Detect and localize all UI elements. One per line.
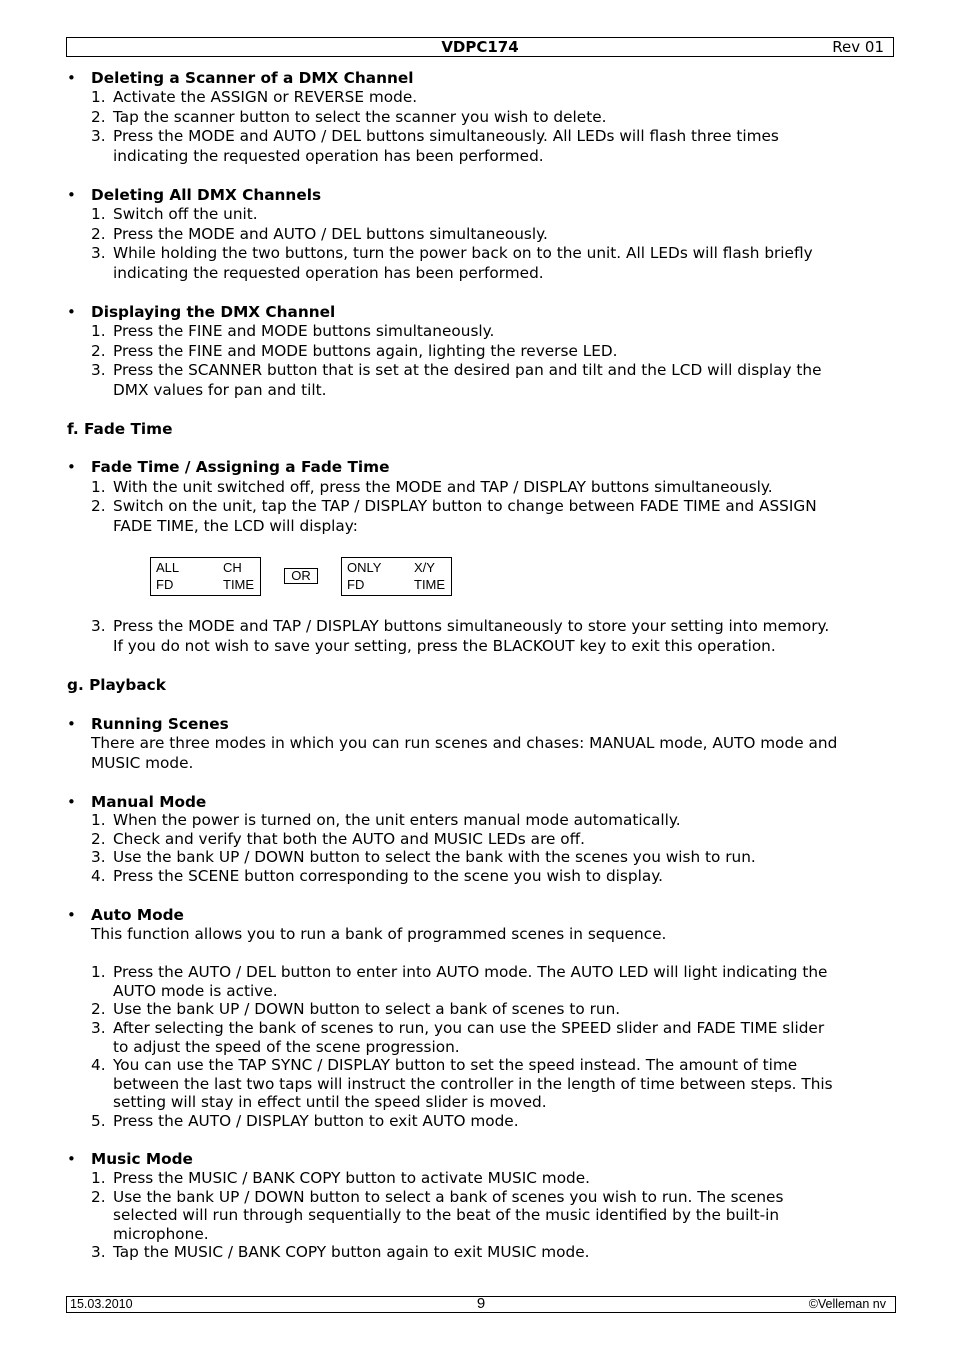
step-text: Use the bank UP / DOWN button to select a bank of scenes you wish to run. The scenes xyxy=(113,1188,784,1206)
paragraph-text: There are three modes in which you can run scenes and chases: MANUAL mode, AUTO mode and xyxy=(91,734,838,752)
step-number: 2. xyxy=(91,497,106,515)
heading-music-mode: Music Mode xyxy=(91,1150,193,1168)
step-number: 2. xyxy=(91,1000,106,1018)
bullet-icon: • xyxy=(67,906,76,924)
step-text: Press the MUSIC / BANK COPY button to activate MUSIC mode. xyxy=(113,1169,591,1187)
lcd-text: FD xyxy=(156,577,174,592)
step-text: Press the FINE and MODE buttons simultaneously. xyxy=(113,322,495,340)
step-number: 3. xyxy=(91,1019,106,1037)
step-text: Press the MODE and AUTO / DEL buttons simultaneously. All LEDs will flash three times xyxy=(113,127,779,145)
bullet-icon: • xyxy=(67,303,76,321)
heading-delete-all: Deleting All DMX Channels xyxy=(91,186,322,204)
step-number: 2. xyxy=(91,342,106,360)
step-text: Switch off the unit. xyxy=(113,205,258,223)
step-text-continued: indicating the requested operation has been performed. xyxy=(113,147,544,165)
step-text-continued: selected will run through sequentially to the beat of the music identified by the built-in xyxy=(113,1206,780,1224)
step-number: 1. xyxy=(91,478,106,496)
lcd-text: TIME xyxy=(223,577,255,592)
bullet-icon: • xyxy=(67,186,76,204)
step-text: Press the AUTO / DEL button to enter into AUTO mode. The AUTO LED will light indicating the xyxy=(113,963,828,981)
step-text-continued: FADE TIME, the LCD will display: xyxy=(113,517,358,535)
step-number: 4. xyxy=(91,867,106,885)
bullet-icon: • xyxy=(67,793,76,811)
step-text: Tap the MUSIC / BANK COPY button again to exit MUSIC mode. xyxy=(113,1243,590,1261)
section-heading-fade-time: f. Fade Time xyxy=(67,420,173,438)
step-text: When the power is turned on, the unit enters manual mode automatically. xyxy=(113,811,681,829)
heading-auto-mode: Auto Mode xyxy=(91,906,184,924)
revision-label: Rev 01 xyxy=(832,38,884,56)
step-text: With the unit switched off, press the MODE and TAP / DISPLAY buttons simultaneously. xyxy=(113,478,773,496)
lcd-text: ONLY xyxy=(347,560,382,575)
step-text: After selecting the bank of scenes to run, you can use the SPEED slider and FADE TIME slider xyxy=(113,1019,825,1037)
heading-manual-mode: Manual Mode xyxy=(91,793,207,811)
step-number: 3. xyxy=(91,1243,106,1261)
step-text: Switch on the unit, tap the TAP / DISPLAY button to change between FADE TIME and ASSIGN xyxy=(113,497,817,515)
page-footer xyxy=(66,1296,896,1313)
lcd-text: TIME xyxy=(414,577,446,592)
step-text: Press the AUTO / DISPLAY button to exit AUTO mode. xyxy=(113,1112,519,1130)
step-number: 3. xyxy=(91,244,106,262)
step-number: 2. xyxy=(91,108,106,126)
section-heading-playback: g. Playback xyxy=(67,676,166,694)
step-number: 1. xyxy=(91,963,106,981)
step-number: 1. xyxy=(91,205,106,223)
step-text-continued: indicating the requested operation has been performed. xyxy=(113,264,544,282)
heading-delete-scanner: Deleting a Scanner of a DMX Channel xyxy=(91,69,414,87)
lcd-text: FD xyxy=(347,577,365,592)
bullet-icon: • xyxy=(67,458,76,476)
footer-date: 15.03.2010 xyxy=(70,1297,133,1311)
step-text: Press the MODE and TAP / DISPLAY buttons simultaneously to store your setting into memory. xyxy=(113,617,830,635)
step-text: While holding the two buttons, turn the power back on to the unit. All LEDs will flash briefly xyxy=(113,244,813,262)
document-title: VDPC174 xyxy=(441,38,519,56)
paragraph-text: MUSIC mode. xyxy=(91,754,194,772)
lcd-display-all-ch xyxy=(150,557,261,596)
step-text: You can use the TAP SYNC / DISPLAY button to set the speed instead. The amount of time xyxy=(113,1056,798,1074)
lcd-display-only-xy xyxy=(341,557,452,596)
page-number: 9 xyxy=(476,1295,486,1312)
step-text-continued: setting will stay in effect until the speed slider is moved. xyxy=(113,1093,547,1111)
step-number: 1. xyxy=(91,811,106,829)
step-number: 2. xyxy=(91,1188,106,1206)
page-header xyxy=(66,37,894,57)
lcd-text: CH xyxy=(223,560,242,575)
footer-copyright: ©Velleman nv xyxy=(808,1297,886,1311)
step-text: Use the bank UP / DOWN button to select the bank with the scenes you wish to run. xyxy=(113,848,756,866)
step-text-continued: DMX values for pan and tilt. xyxy=(113,381,327,399)
bullet-icon: • xyxy=(67,715,76,733)
step-text: Check and verify that both the AUTO and MUSIC LEDs are off. xyxy=(113,830,585,848)
step-text: Press the SCENE button corresponding to the scene you wish to display. xyxy=(113,867,663,885)
step-text-continued: AUTO mode is active. xyxy=(113,982,278,1000)
step-text: Activate the ASSIGN or REVERSE mode. xyxy=(113,88,418,106)
or-label: OR xyxy=(284,568,318,584)
step-number: 3. xyxy=(91,848,106,866)
step-number: 4. xyxy=(91,1056,106,1074)
bullet-icon: • xyxy=(67,1150,76,1168)
bullet-icon: • xyxy=(67,69,76,87)
step-text-continued: microphone. xyxy=(113,1225,209,1243)
step-text: Tap the scanner button to select the scanner you wish to delete. xyxy=(113,108,607,126)
lcd-text: X/Y xyxy=(414,560,435,575)
step-text: Press the FINE and MODE buttons again, lighting the reverse LED. xyxy=(113,342,618,360)
step-text-continued: between the last two taps will instruct the controller in the length of time between steps. This xyxy=(113,1075,833,1093)
step-text-continued: to adjust the speed of the scene progression. xyxy=(113,1038,460,1056)
step-text: Use the bank UP / DOWN button to select a bank of scenes to run. xyxy=(113,1000,621,1018)
step-text: Press the SCANNER button that is set at the desired pan and tilt and the LCD will display the xyxy=(113,361,822,379)
heading-assign-fade: Fade Time / Assigning a Fade Time xyxy=(91,458,390,476)
step-number: 1. xyxy=(91,322,106,340)
step-number: 3. xyxy=(91,361,106,379)
step-text-continued: If you do not wish to save your setting, press the BLACKOUT key to exit this operation. xyxy=(113,637,776,655)
step-number: 3. xyxy=(91,617,106,635)
step-number: 3. xyxy=(91,127,106,145)
step-number: 5. xyxy=(91,1112,106,1130)
step-number: 2. xyxy=(91,830,106,848)
step-number: 1. xyxy=(91,88,106,106)
step-number: 2. xyxy=(91,225,106,243)
paragraph-text: This function allows you to run a bank of programmed scenes in sequence. xyxy=(91,925,667,943)
step-number: 1. xyxy=(91,1169,106,1187)
lcd-text: ALL xyxy=(156,560,180,575)
heading-running-scenes: Running Scenes xyxy=(91,715,229,733)
step-text: Press the MODE and AUTO / DEL buttons simultaneously. xyxy=(113,225,548,243)
heading-display-dmx: Displaying the DMX Channel xyxy=(91,303,336,321)
